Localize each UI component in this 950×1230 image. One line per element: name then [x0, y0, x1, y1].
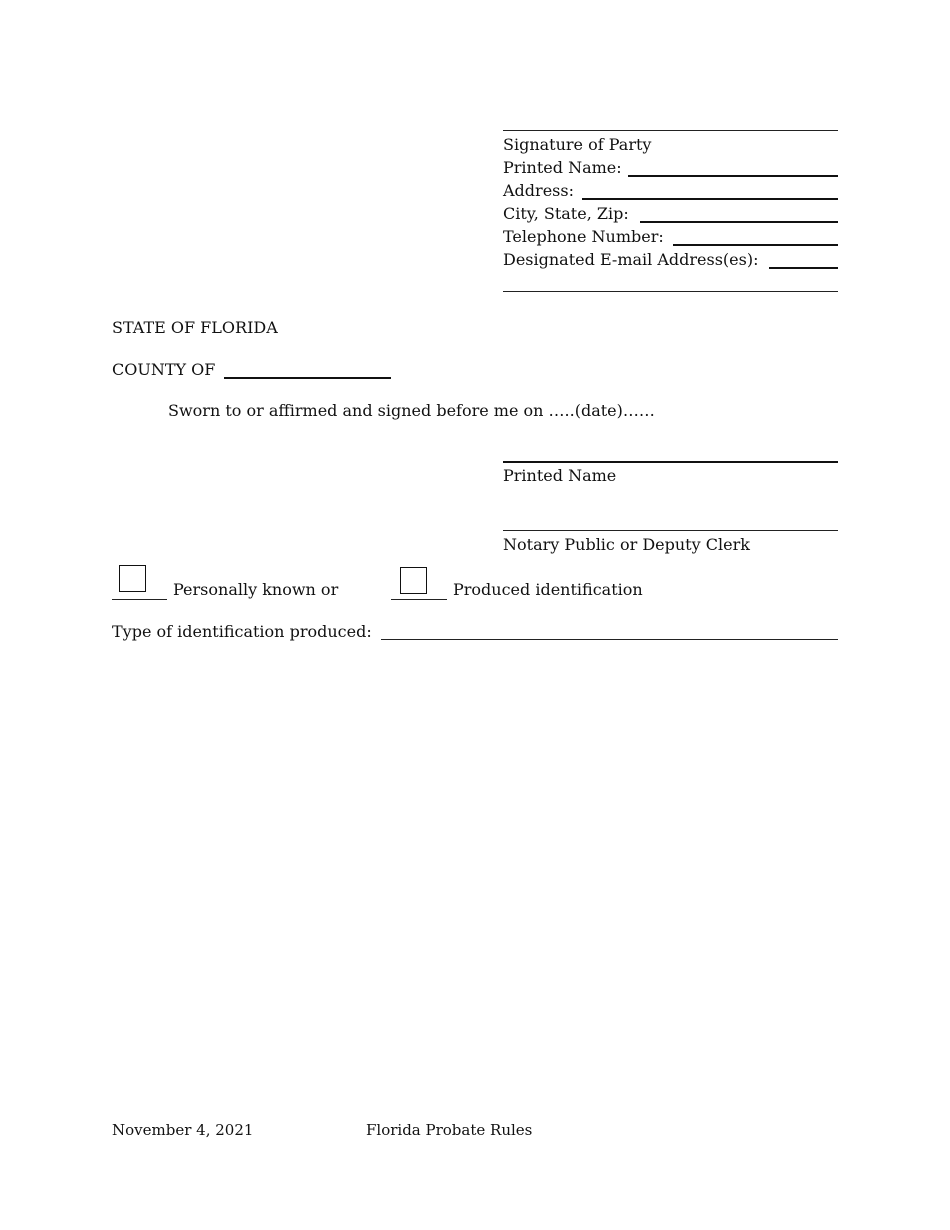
notary-printed-name-line[interactable] — [503, 461, 838, 463]
telephone-field[interactable] — [673, 244, 838, 246]
produced-id-label: Produced identification — [453, 580, 643, 599]
city-state-zip-field[interactable] — [640, 221, 838, 223]
personally-known-checkbox[interactable] — [119, 565, 146, 592]
footer-title: Florida Probate Rules — [366, 1121, 533, 1139]
email-extra-line[interactable] — [503, 291, 838, 292]
state-heading: STATE OF FLORIDA — [112, 318, 278, 337]
email-field[interactable] — [769, 267, 838, 269]
signature-line[interactable] — [503, 130, 838, 131]
city-state-zip-label: City, State, Zip: — [503, 204, 629, 223]
produced-id-checkbox[interactable] — [400, 567, 427, 594]
type-of-id-label: Type of identification produced: — [112, 622, 372, 641]
personally-known-label: Personally known or — [173, 580, 339, 599]
email-label: Designated E-mail Address(es): — [503, 250, 759, 269]
county-label: COUNTY OF — [112, 360, 216, 379]
notary-printed-name-label: Printed Name — [503, 466, 617, 485]
notary-signature-line[interactable] — [503, 530, 838, 531]
personally-known-underline — [112, 599, 167, 600]
notary-title-label: Notary Public or Deputy Clerk — [503, 535, 750, 554]
address-field[interactable] — [582, 198, 838, 200]
county-field[interactable] — [224, 377, 391, 379]
sworn-statement: Sworn to or affirmed and signed before me on …..(date)…… — [168, 401, 655, 420]
signature-label: Signature of Party — [503, 135, 652, 154]
type-of-id-field[interactable] — [381, 639, 838, 640]
printed-name-field[interactable] — [628, 175, 838, 177]
footer-date: November 4, 2021 — [112, 1121, 254, 1139]
telephone-label: Telephone Number: — [503, 227, 664, 246]
printed-name-label: Printed Name: — [503, 158, 622, 177]
produced-id-underline — [391, 599, 447, 600]
address-label: Address: — [503, 181, 574, 200]
